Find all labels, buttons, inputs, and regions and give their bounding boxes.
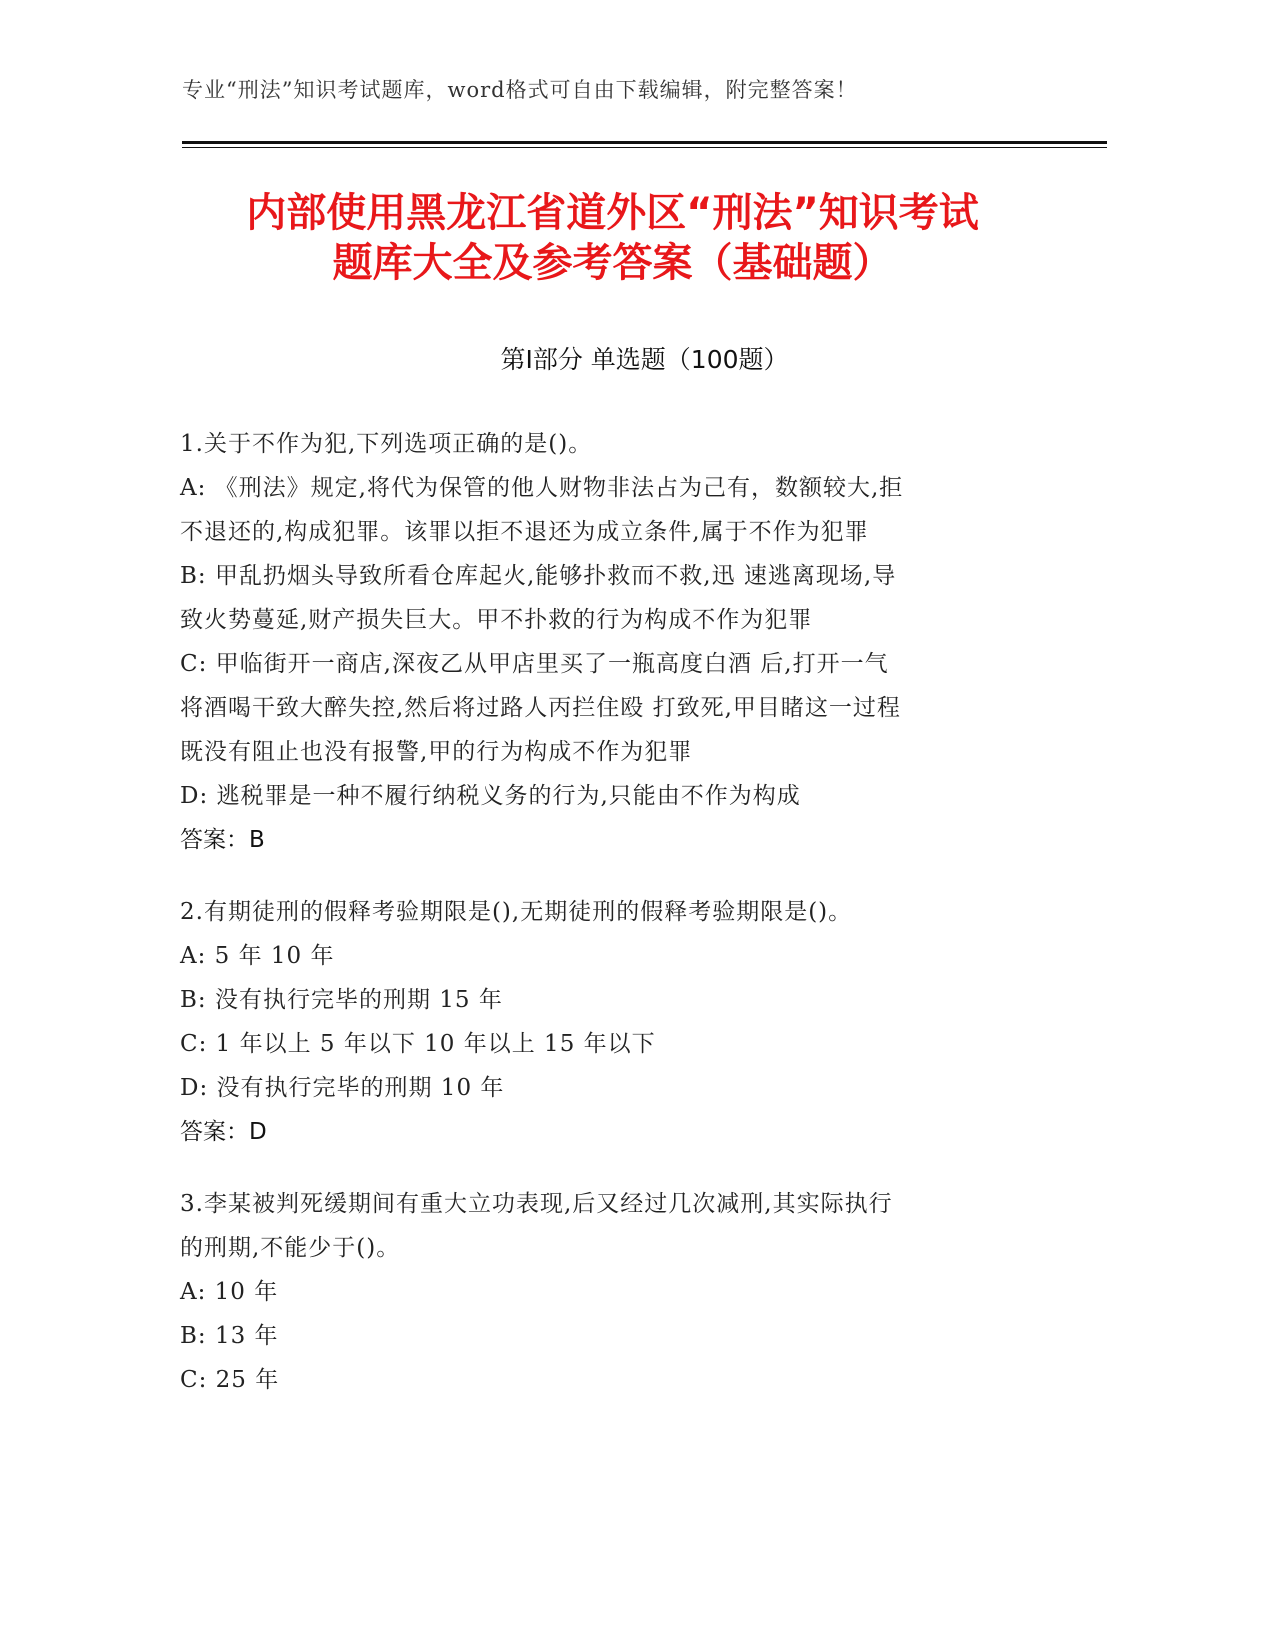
option-c: C: 25 年: [180, 1367, 280, 1393]
question-1: [180, 422, 1040, 862]
option-c: [180, 642, 1040, 774]
section-title: 第Ⅰ部分 单选题（100题）: [500, 345, 789, 374]
title-line-1: 内部使用黑龙江省道外区“刑法”知识考试: [246, 190, 979, 236]
option-line: 不退还的,构成犯罪。该罪以拒不退还为成立条件,属于不作为犯罪: [180, 519, 869, 545]
question-3: [180, 1182, 1040, 1402]
answer-label: 答案：D: [180, 1119, 267, 1145]
option-d: D: 没有执行完毕的刑期 10 年: [180, 1075, 505, 1101]
option-b: B: 13 年: [180, 1323, 279, 1349]
question-stem: 3.李某被判死缓期间有重大立功表现,后又经过几次减刑,其实际执行: [180, 1191, 893, 1217]
question-stem: 2.有期徒刑的假释考验期限是(),无期徒刑的假释考验期限是()。: [180, 899, 853, 925]
header-note: 专业“刑法”知识考试题库，word格式可自由下载编辑，附完整答案！: [182, 78, 858, 102]
option-d: [180, 774, 1040, 818]
option-line: C: 甲临街开一商店,深夜乙从甲店里买了一瓶高度白酒 后,打开一气: [180, 651, 889, 677]
option-line: B: 甲乱扔烟头导致所看仓库起火,能够扑救而不救,迅 速逃离现场,导: [180, 563, 897, 589]
header-rule-thick: [182, 141, 1107, 144]
option-line: 将酒喝干致大醉失控,然后将过路人丙拦住殴 打致死,甲目睹这一过程: [180, 695, 901, 721]
option-b: B: 没有执行完毕的刑期 15 年: [180, 987, 503, 1013]
title-line-2: 题库大全及参考答案（基础题）: [332, 240, 893, 286]
option-line: D: 逃税罪是一种不履行纳税义务的行为,只能由不作为构成: [180, 783, 801, 809]
option-a: A: 10 年: [180, 1279, 279, 1305]
option-a: A: 5 年 10 年: [180, 943, 335, 969]
header-rule-thin: [182, 147, 1107, 148]
option-line: 既没有阻止也没有报警,甲的行为构成不作为犯罪: [180, 739, 693, 765]
question-2: [180, 890, 1040, 1154]
question-stem: 的刑期,不能少于()。: [180, 1235, 401, 1261]
option-line: 致火势蔓延,财产损失巨大。甲不扑救的行为构成不作为犯罪: [180, 607, 813, 633]
question-list: [180, 422, 1040, 1430]
question-stem: 1.关于不作为犯,下列选项正确的是()。: [180, 431, 593, 457]
document-title: [150, 188, 1075, 288]
option-b: [180, 554, 1040, 642]
answer-label: 答案：B: [180, 827, 265, 853]
option-line: A: 《刑法》规定,将代为保管的他人财物非法占为己有，数额较大,拒: [180, 475, 904, 501]
option-a: [180, 466, 1040, 554]
option-c: C: 1 年以上 5 年以下 10 年以上 15 年以下: [180, 1031, 656, 1057]
